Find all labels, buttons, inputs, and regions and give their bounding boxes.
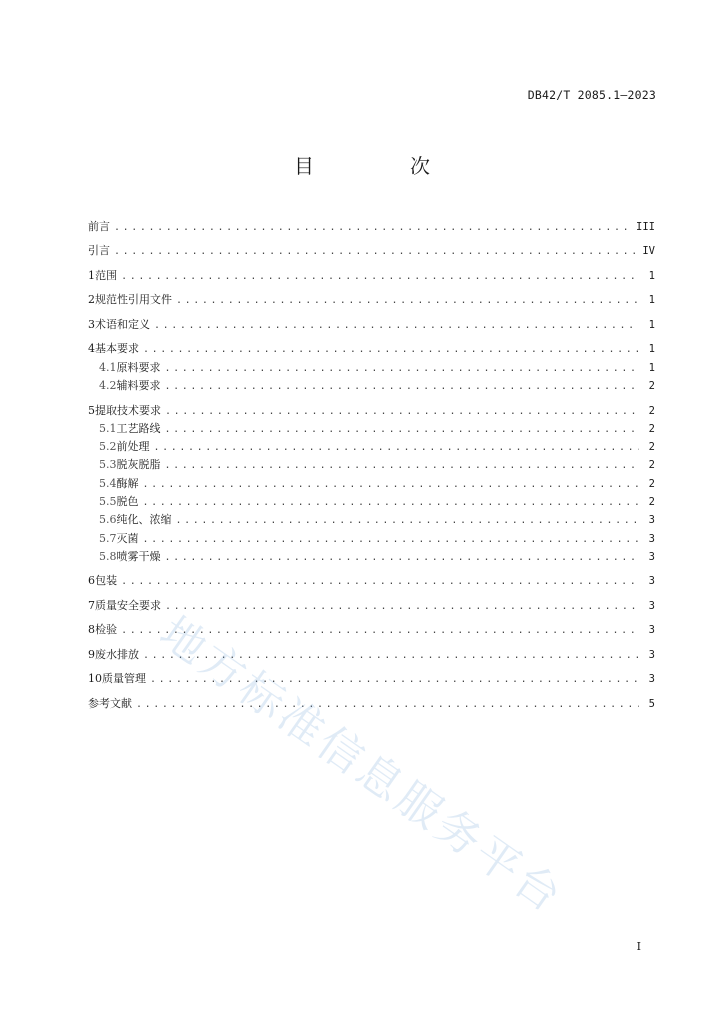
toc-entry[interactable] <box>88 670 655 688</box>
toc-entry-number: 5.2 <box>99 440 117 454</box>
toc-entry-page: 2 <box>648 404 655 417</box>
toc-entry-number: 5.7 <box>99 531 117 545</box>
toc-entry[interactable] <box>88 402 655 420</box>
toc-entry[interactable] <box>88 456 655 474</box>
toc-entry[interactable] <box>88 340 655 358</box>
toc-entry-title: 质量管理 <box>102 672 146 686</box>
toc-entry-number: 2 <box>88 293 95 307</box>
toc-dot-leader <box>114 219 632 237</box>
toc-dot-leader <box>143 341 639 359</box>
toc-entry-number: 5.6 <box>99 513 117 527</box>
toc-entry[interactable] <box>88 530 655 548</box>
toc-entry-title: 术语和定义 <box>95 317 150 331</box>
toc-entry-page: 3 <box>648 624 655 637</box>
toc-entry[interactable] <box>88 242 655 260</box>
toc-entry-number: 9 <box>88 647 95 661</box>
toc-entry[interactable] <box>88 359 655 377</box>
toc-entry[interactable] <box>88 267 655 285</box>
toc-dot-leader <box>143 476 640 494</box>
toc-dot-leader <box>165 403 639 421</box>
toc-entry-page: 1 <box>648 361 655 374</box>
toc-entry[interactable] <box>88 548 655 566</box>
toc-entry-title: 质量安全要求 <box>95 598 161 612</box>
toc-entry-number: 10 <box>88 672 102 686</box>
toc-entry-title: 脱灰脱脂 <box>116 458 161 472</box>
toc-entry-number: 5.5 <box>99 494 117 508</box>
toc-dot-leader <box>176 512 640 530</box>
toc-entry[interactable] <box>88 597 655 615</box>
toc-entry[interactable] <box>88 511 655 529</box>
toc-entry-number: 8 <box>88 623 95 637</box>
toc-entry-title: 包装 <box>95 574 118 588</box>
toc-entry-title: 基本要求 <box>95 342 139 356</box>
toc-entry-page: 2 <box>648 441 655 454</box>
toc-entry-title: 纯化、浓缩 <box>116 513 172 527</box>
toc-entry-number: 7 <box>88 598 95 612</box>
toc-dot-leader <box>165 421 640 439</box>
toc-entry-title: 工艺路线 <box>116 421 161 435</box>
watermark: 地方标准信息服务平台 <box>150 607 573 925</box>
toc-entry-number: 4.1 <box>99 360 117 374</box>
toc-entry-title: 喷雾干燥 <box>116 549 161 563</box>
toc-entry-title: 提取技术要求 <box>95 403 161 417</box>
toc-entry-title: 规范性引用文件 <box>95 293 172 307</box>
toc-entry-title: 前处理 <box>116 440 150 454</box>
toc-entry-page: 2 <box>648 477 655 490</box>
toc-dot-leader <box>136 696 639 714</box>
toc-dot-leader <box>143 531 640 549</box>
toc-entry-page: 1 <box>648 318 655 331</box>
toc-entry-number: 5.1 <box>99 421 117 435</box>
toc-entry-page: III <box>636 221 655 233</box>
standard-code: DB42/T 2085.1—2023 <box>527 88 656 102</box>
toc-entry[interactable] <box>88 218 655 236</box>
toc-dot-leader <box>154 317 639 335</box>
toc-dot-leader <box>176 292 639 310</box>
toc-entry-title: 引言 <box>88 244 110 258</box>
toc-entry[interactable] <box>88 291 655 309</box>
toc-entry-number: 1 <box>88 268 95 282</box>
toc-entry-page: 1 <box>648 294 655 307</box>
toc-entry-page: 1 <box>648 269 655 282</box>
toc-entry-page: 3 <box>648 514 655 527</box>
toc-entry[interactable] <box>88 493 655 511</box>
toc-entry-title: 参考文献 <box>88 696 132 710</box>
toc-entry[interactable] <box>88 377 655 395</box>
toc-entry-title: 原料要求 <box>116 360 161 374</box>
toc-entry-number: 5.4 <box>99 476 117 490</box>
toc-entry-title: 检验 <box>95 623 118 637</box>
page-number: I <box>636 940 641 953</box>
toc-entry-title: 脱色 <box>116 494 139 508</box>
toc-dot-leader <box>114 243 638 261</box>
toc-entry-page: 5 <box>648 697 655 710</box>
toc-entry-page: 3 <box>648 532 655 545</box>
toc-entry-number: 6 <box>88 574 95 588</box>
toc-entry-page: 1 <box>648 343 655 356</box>
toc-entry-page: 3 <box>648 599 655 612</box>
toc-entry-title: 酶解 <box>116 476 139 490</box>
toc-entry-title: 灭菌 <box>116 531 139 545</box>
toc-entry[interactable] <box>88 420 655 438</box>
toc-dot-leader <box>154 439 640 457</box>
toc-entry-page: 2 <box>648 459 655 472</box>
toc-entry[interactable] <box>88 475 655 493</box>
toc-entry-page: 3 <box>648 673 655 686</box>
toc-entry-number: 3 <box>88 317 95 331</box>
toc-entry[interactable] <box>88 572 655 590</box>
toc-entry-page: 2 <box>648 422 655 435</box>
toc-dot-leader <box>165 598 639 616</box>
toc-entry-page: 2 <box>648 495 655 508</box>
toc-entry-number: 5 <box>88 403 95 417</box>
toc-entry-number: 4 <box>88 342 95 356</box>
toc-entry-page: 3 <box>648 648 655 661</box>
toc-dot-leader <box>143 494 640 512</box>
toc-dot-leader <box>165 457 640 475</box>
toc-entry-title: 辅料要求 <box>116 379 161 393</box>
toc-dot-leader <box>165 378 640 396</box>
toc-dot-leader <box>165 549 640 567</box>
toc-entry-page: 3 <box>648 575 655 588</box>
toc-entry-number: 5.3 <box>99 458 117 472</box>
toc-entry-title: 前言 <box>88 220 110 233</box>
toc-entry[interactable] <box>88 316 655 334</box>
toc-entry-page: IV <box>642 245 655 258</box>
toc-entry[interactable] <box>88 695 655 713</box>
toc-entry-title: 废水排放 <box>95 647 139 661</box>
toc-entry-page: 3 <box>648 550 655 563</box>
page-title: 目 次 <box>294 154 468 178</box>
toc-dot-leader <box>121 268 639 286</box>
toc-entry[interactable] <box>88 438 655 456</box>
toc-entry-page: 2 <box>648 380 655 393</box>
toc-dot-leader <box>165 360 640 378</box>
toc-entry-number: 5.8 <box>99 549 117 563</box>
toc-dot-leader <box>121 573 639 591</box>
toc-entry-title: 范围 <box>95 268 118 282</box>
toc-entry-number: 4.2 <box>99 379 117 393</box>
